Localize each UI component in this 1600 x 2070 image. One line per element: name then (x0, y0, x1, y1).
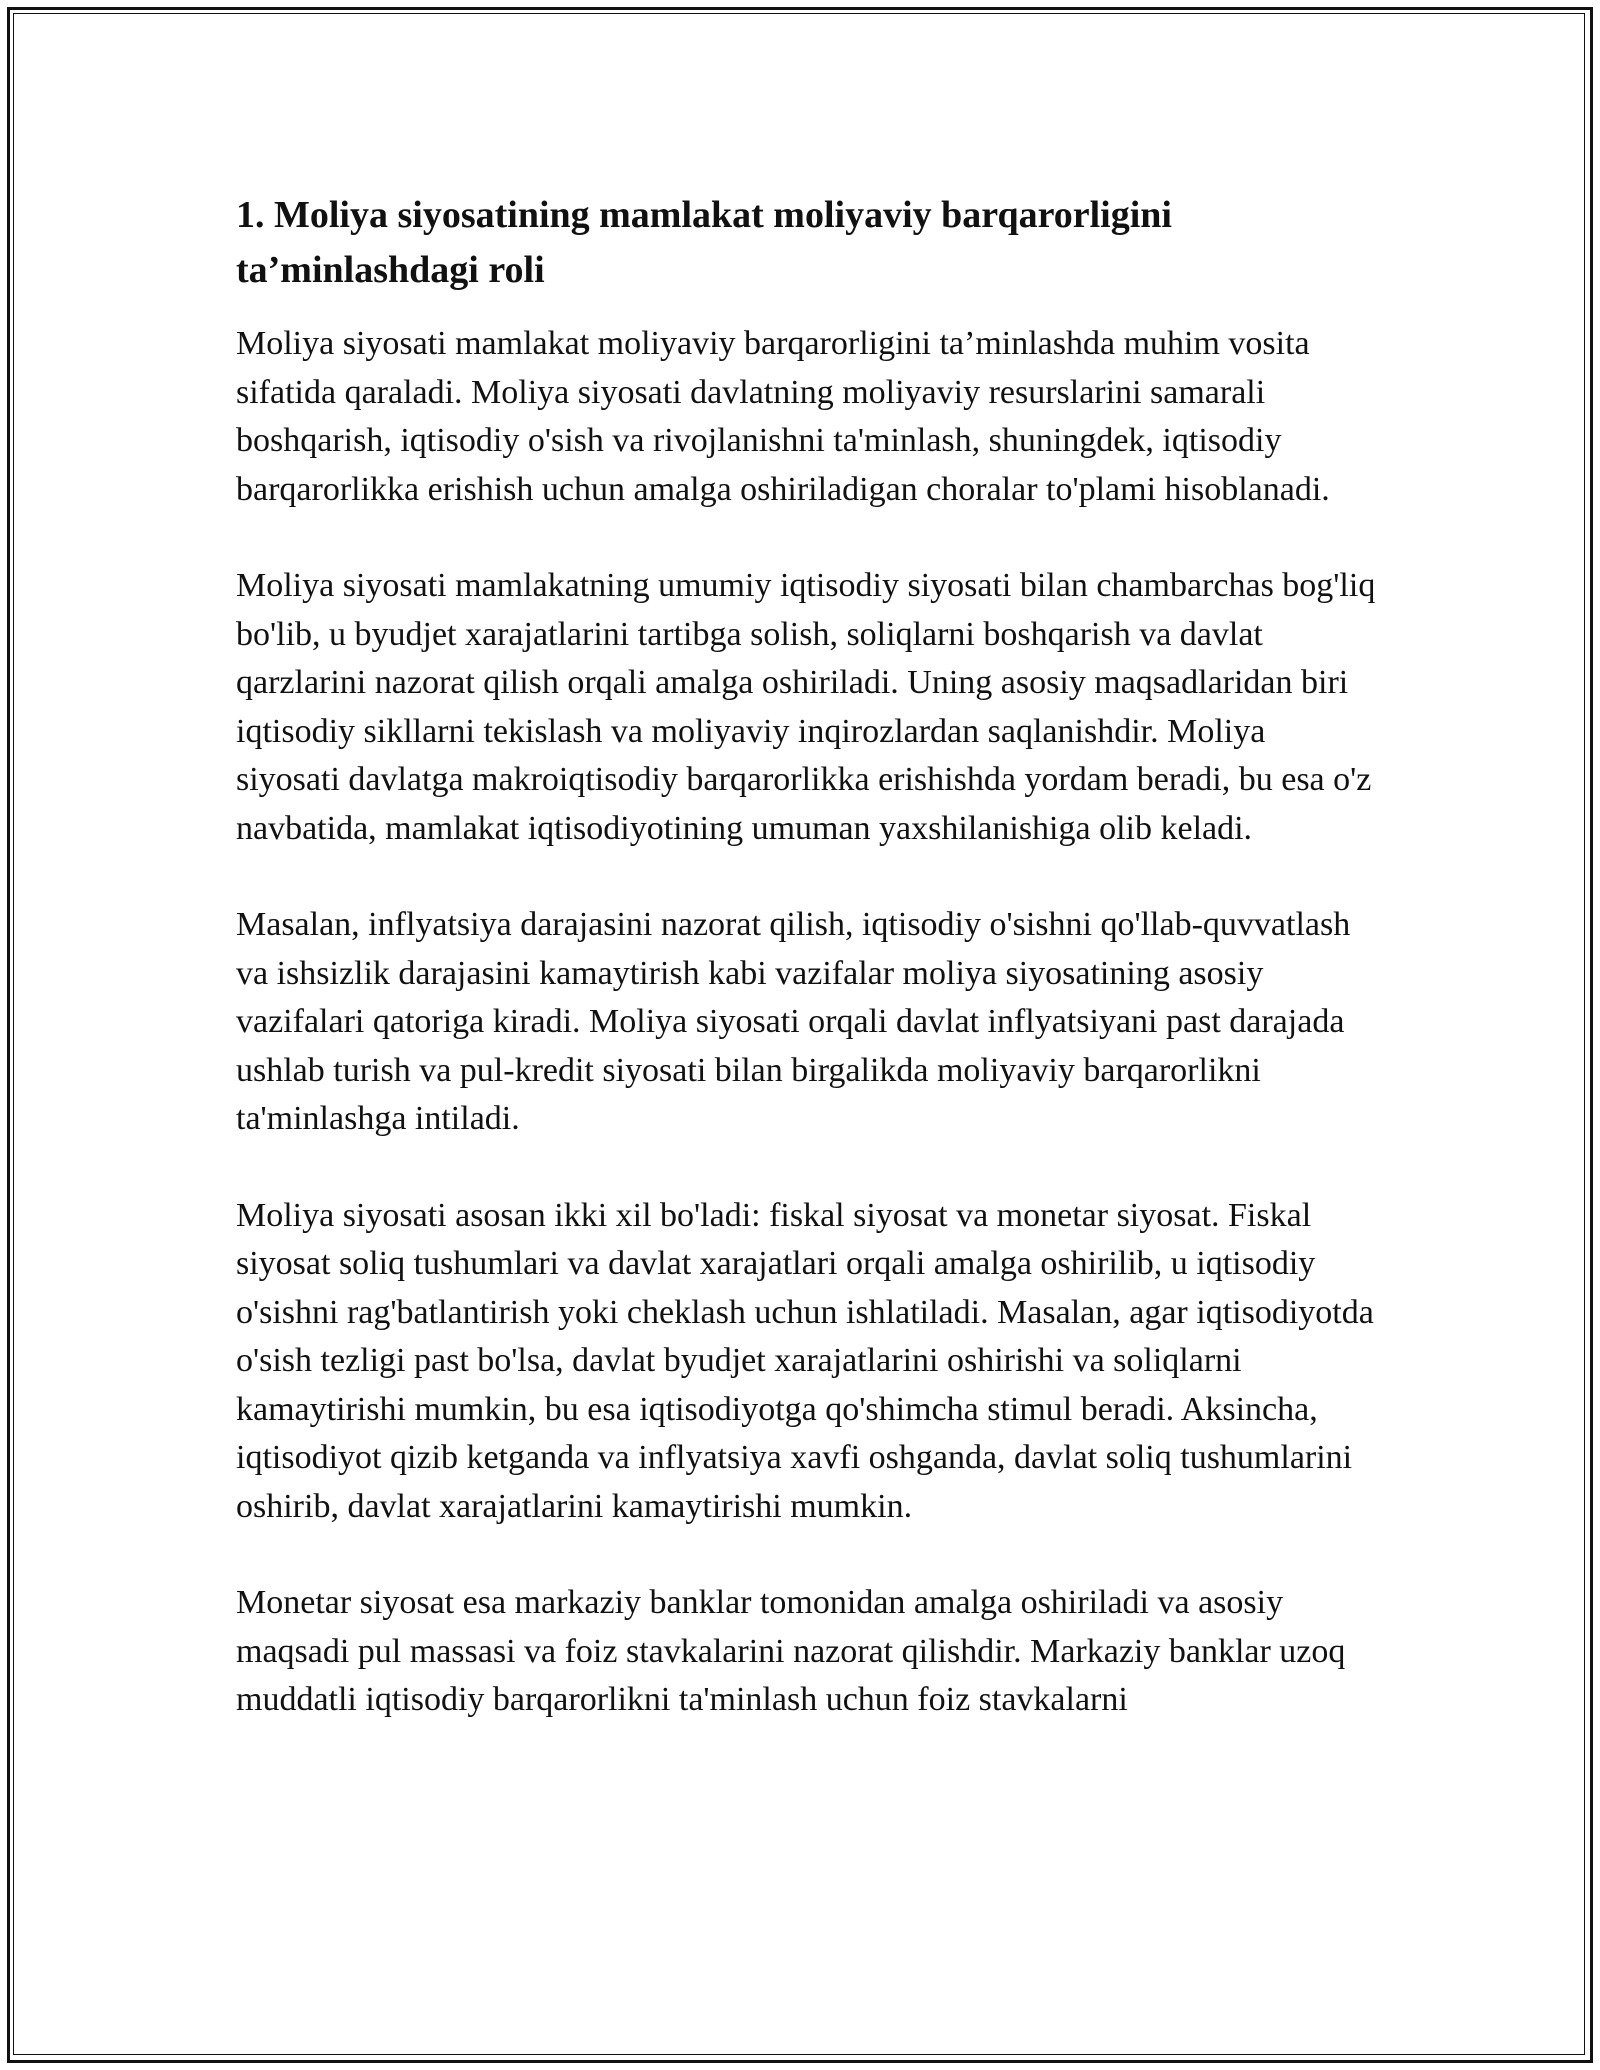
section-heading: 1. Moliya siyosatining mamlakat moliyaviy barqarorligini ta’minlashdagi roli (236, 194, 1172, 291)
paragraph-5: Monetar siyosat esa markaziy banklar tomonidan amalga oshiriladi va asosiy maqsadi pul massasi va foiz stavkalarini nazorat qilishdir. Markaziy banklar uzoq muddatli iqtisodiy barqarorlikni ta'minlash uchun foiz stavkalarni (236, 1584, 1346, 1718)
paragraph-1: Moliya siyosati mamlakat moliyaviy barqarorligini ta’minlashda muhim vosita sifatida qaraladi. Moliya siyosati davlatning moliyaviy resurslarini samarali boshqarish, iqtisodiy o'sish va rivojlanishni ta'minlash, shuningdek, iqtisodiy barqarorlikka erishish uchun amalga oshiriladigan choralar to'plami hisoblanadi. (236, 325, 1330, 508)
paragraph-4: Moliya siyosati asosan ikki xil bo'ladi: fiskal siyosat va monetar siyosat. Fiskal siyosat soliq tushumlari va davlat xarajatlari orqali amalga oshirilib, u iqtisodiy o'sishni rag'batlantirish yoki cheklash uchun ishlatiladi. Masalan, agar iqtisodiyotda o'sish tezligi past bo'lsa, davlat byudjet xarajatlarini oshirishi va soliqlarni kamaytirishi mumkin, bu esa iqtisodiyotga qo'shimcha stimul beradi. Aksincha, iqtisodiyot qizib ketganda va inflyatsiya xavfi oshganda, davlat soliq tushumlarini oshirib, davlat xarajatlarini kamaytirishi mumkin. (236, 1196, 1374, 1525)
document-body (236, 188, 1376, 1773)
paragraph-2: Moliya siyosati mamlakatning umumiy iqtisodiy siyosati bilan chambarchas bog'liq bo'lib, u byudjet xarajatlarini tartibga solish, soliqlarni boshqarish va davlat qarzlarini nazorat qilish orqali amalga oshiriladi. Uning asosiy maqsadlaridan biri iqtisodiy sikllarni tekislash va moliyaviy inqirozlardan saqlanishdir. Moliya siyosati davlatga makroiqtisodiy barqarorlikka erishishda yordam beradi, bu esa o'z navbatida, mamlakat iqtisodiyotining umuman yaxshilanishiga olib keladi. (236, 567, 1376, 847)
paragraph-3: Masalan, inflyatsiya darajasini nazorat qilish, iqtisodiy o'sishni qo'llab-quvvatlash va ishsizlik darajasini kamaytirish kabi vazifalar moliya siyosatining asosiy vazifalari qatoriga kiradi. Moliya siyosati orqali davlat inflyatsiyani past darajada ushlab turish va pul-kredit siyosati bilan birgalikda moliyaviy barqarorlikni ta'minlashga intiladi. (236, 906, 1351, 1137)
